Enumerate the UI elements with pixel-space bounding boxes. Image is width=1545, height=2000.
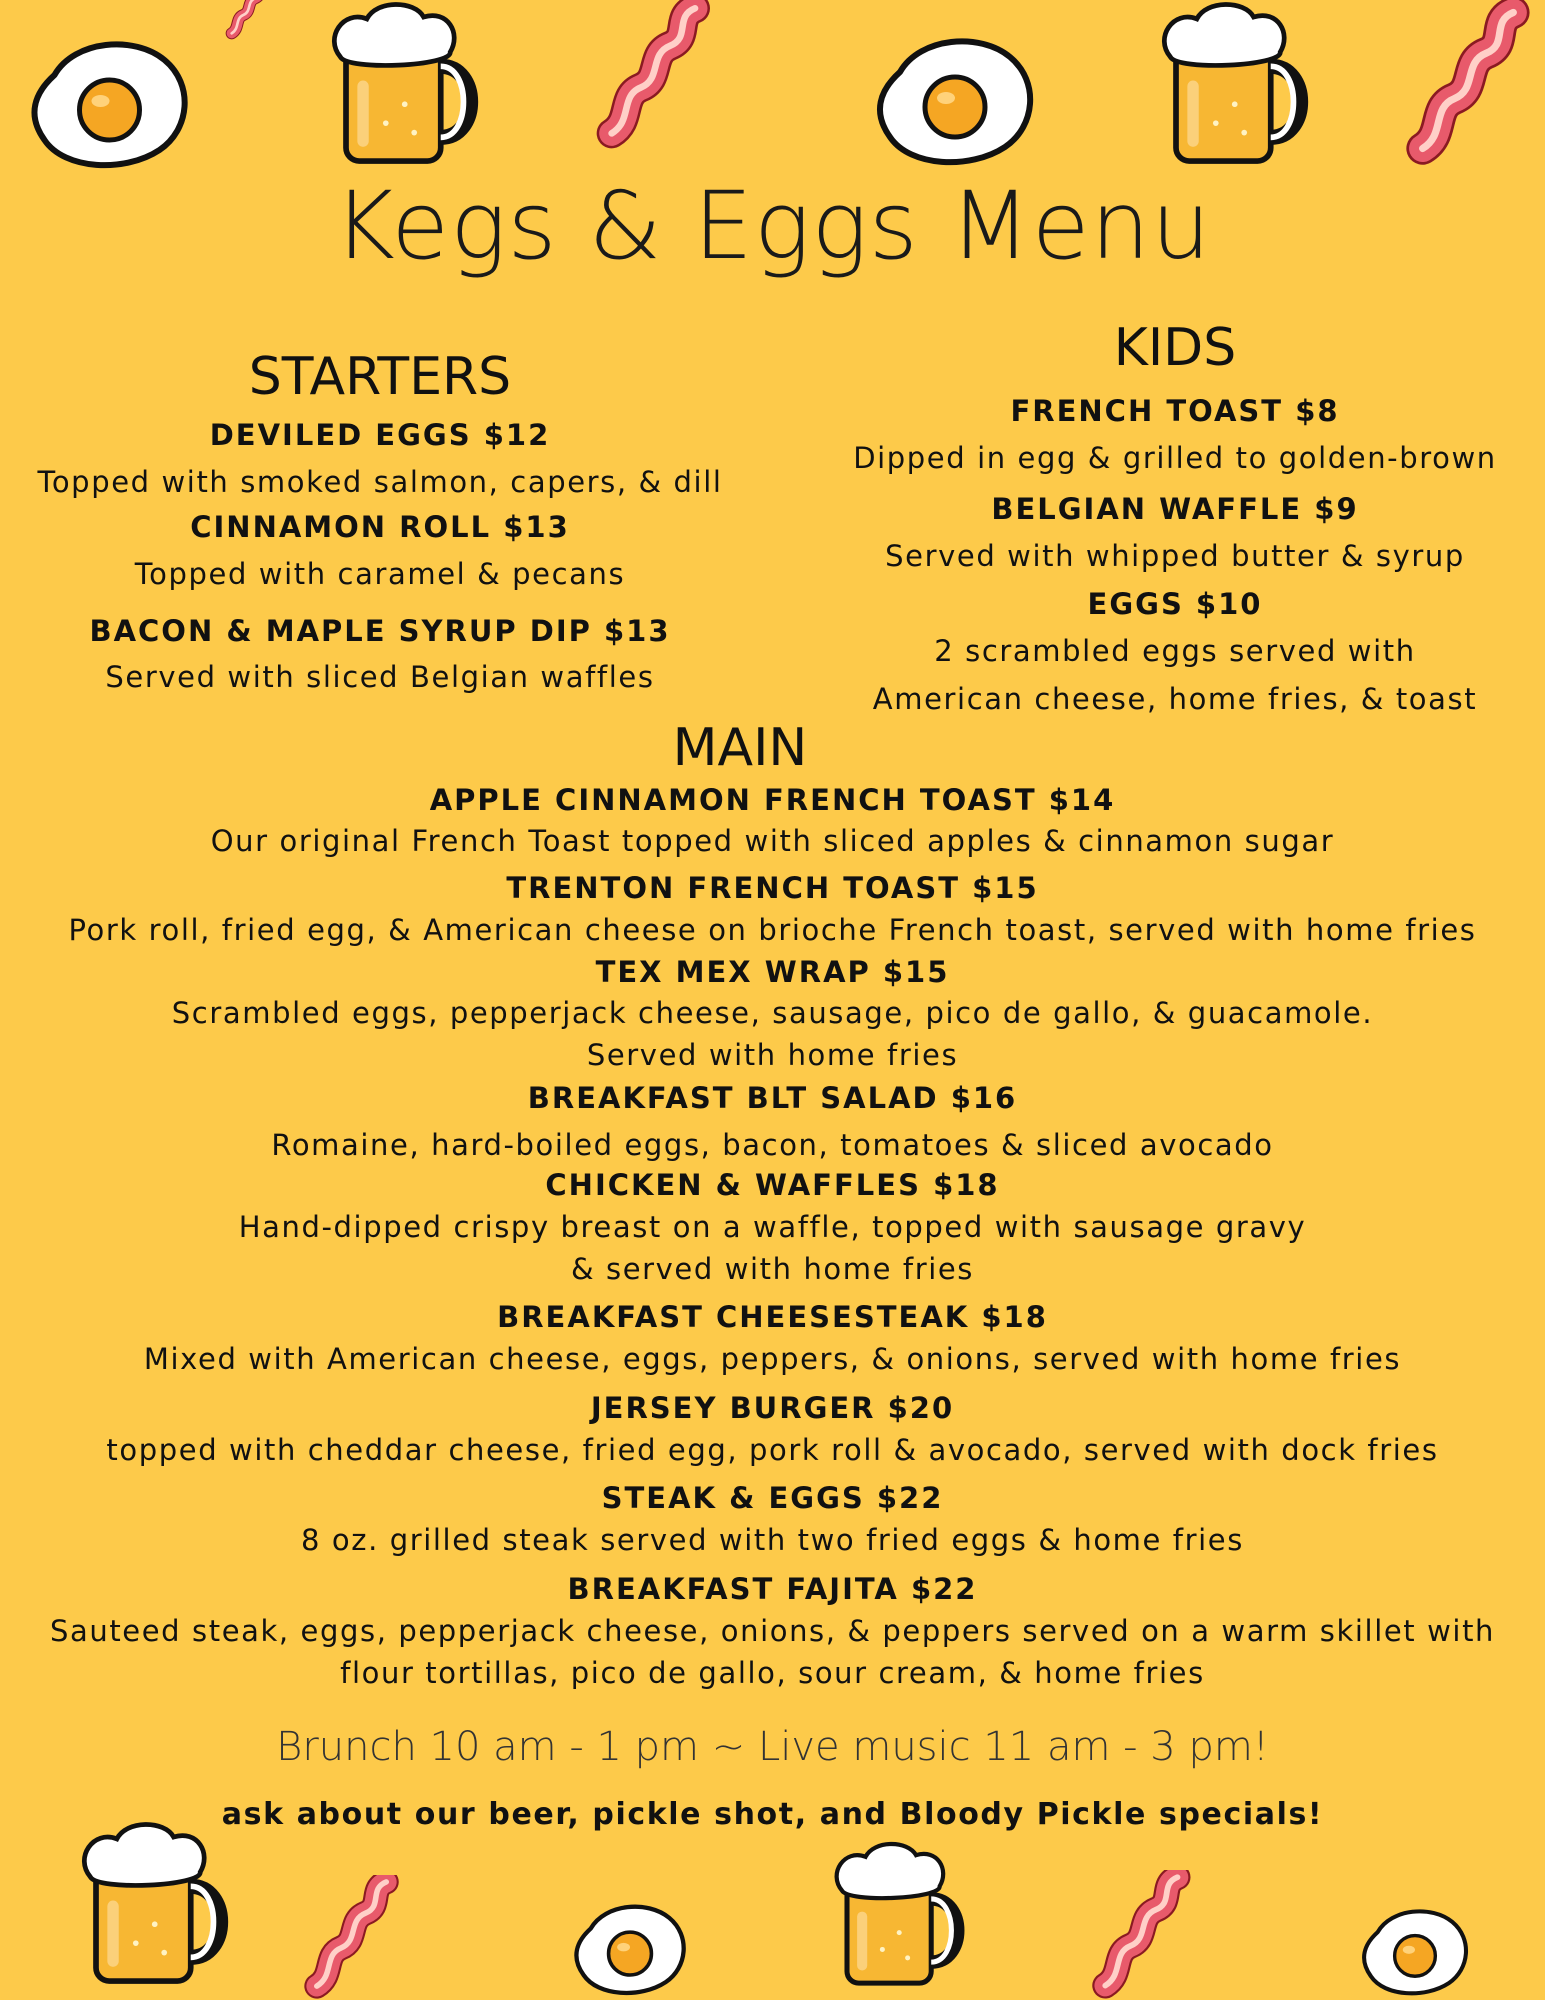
specials-note: ask about our beer, pickle shot, and Bloody Pickle specials! <box>221 1797 1324 1832</box>
kids-item-desc: American cheese, home fries, & toast <box>872 682 1478 716</box>
main-item-name: STEAK & EGGS $22 <box>601 1481 944 1515</box>
main-item-desc: Mixed with American cheese, eggs, peppers, & onions, served with home fries <box>143 1342 1402 1376</box>
main-item-name: JERSEY BURGER $20 <box>590 1391 955 1425</box>
fried-egg-icon <box>870 32 1040 172</box>
kids-item-desc: Served with whipped butter & syrup <box>885 539 1465 573</box>
main-item-desc: topped with cheddar cheese, fried egg, pork roll & avocado, served with dock fries <box>106 1433 1439 1467</box>
main-item-desc: flour tortillas, pico de gallo, sour cream, & home fries <box>340 1656 1205 1690</box>
starter-item-name: DEVILED EGGS $12 <box>209 418 551 452</box>
bacon-icon <box>1400 0 1545 170</box>
main-item-desc: Romaine, hard-boiled eggs, bacon, tomatoes & sliced avocado <box>271 1128 1274 1162</box>
main-item-desc: 8 oz. grilled steak served with two fried eggs & home fries <box>301 1523 1244 1557</box>
main-item-name: APPLE CINNAMON FRENCH TOAST $14 <box>429 783 1116 817</box>
main-item-desc: Sauteed steak, eggs, pepperjack cheese, onions, & peppers served on a warm skillet with <box>49 1614 1496 1648</box>
main-item-desc: Pork roll, fried egg, & American cheese on brioche French toast, served with home fries <box>68 913 1477 947</box>
fried-egg-icon <box>545 1900 715 2000</box>
main-item-desc: Scrambled eggs, pepperjack cheese, sausage, pico de gallo, & guacamole. <box>171 996 1374 1030</box>
main-item-name: BREAKFAST CHEESESTEAK $18 <box>497 1300 1048 1334</box>
brunch-hours: Brunch 10 am - 1 pm ~ Live music 11 am - 3 pm! <box>276 1724 1269 1770</box>
kids-item-name: EGGS $10 <box>1087 587 1263 621</box>
starter-item-desc: Topped with caramel & pecans <box>134 557 626 591</box>
starter-item-name: BACON & MAPLE SYRUP DIP $13 <box>89 614 671 648</box>
beer-mug-icon <box>310 0 490 180</box>
beer-mug-icon <box>1140 0 1320 180</box>
main-item-desc: Hand-dipped crispy breast on a waffle, topped with sausage gravy <box>238 1210 1307 1244</box>
bacon-icon <box>570 0 745 150</box>
bacon-icon <box>285 1875 425 2000</box>
kids-heading: KIDS <box>1113 318 1237 378</box>
main-item-desc: & served with home fries <box>570 1252 975 1286</box>
bacon-icon <box>1075 1870 1215 2000</box>
beer-mug-icon <box>810 1840 980 2000</box>
bacon-icon <box>205 0 295 40</box>
kids-item-name: BELGIAN WAFFLE $9 <box>991 492 1359 526</box>
kids-item-desc: Dipped in egg & grilled to golden-brown <box>853 441 1497 475</box>
starter-item-desc: Served with sliced Belgian waffles <box>105 660 655 694</box>
starter-item-name: CINNAMON ROLL $13 <box>190 510 570 544</box>
beer-mug-icon <box>60 1820 240 2000</box>
main-item-name: TRENTON FRENCH TOAST $15 <box>506 871 1039 905</box>
starters-heading: STARTERS <box>248 347 512 407</box>
main-item-name: CHICKEN & WAFFLES $18 <box>545 1168 1000 1202</box>
main-item-desc: Served with home fries <box>586 1038 959 1072</box>
kids-item-name: FRENCH TOAST $8 <box>1010 394 1340 428</box>
starter-item-desc: Topped with smoked salmon, capers, & dill <box>37 465 723 499</box>
main-item-name: BREAKFAST BLT SALAD $16 <box>527 1081 1018 1115</box>
main-item-name: BREAKFAST FAJITA $22 <box>567 1572 978 1606</box>
main-item-desc: Our original French Toast topped with sliced apples & cinnamon sugar <box>210 824 1335 858</box>
menu-title: Kegs & Eggs Menu <box>333 172 1212 281</box>
kids-item-desc: 2 scrambled eggs served with <box>934 634 1416 668</box>
fried-egg-icon <box>22 35 197 175</box>
fried-egg-icon <box>1325 1905 1505 2000</box>
main-heading: MAIN <box>672 718 808 778</box>
main-item-name: TEX MEX WRAP $15 <box>595 955 950 989</box>
